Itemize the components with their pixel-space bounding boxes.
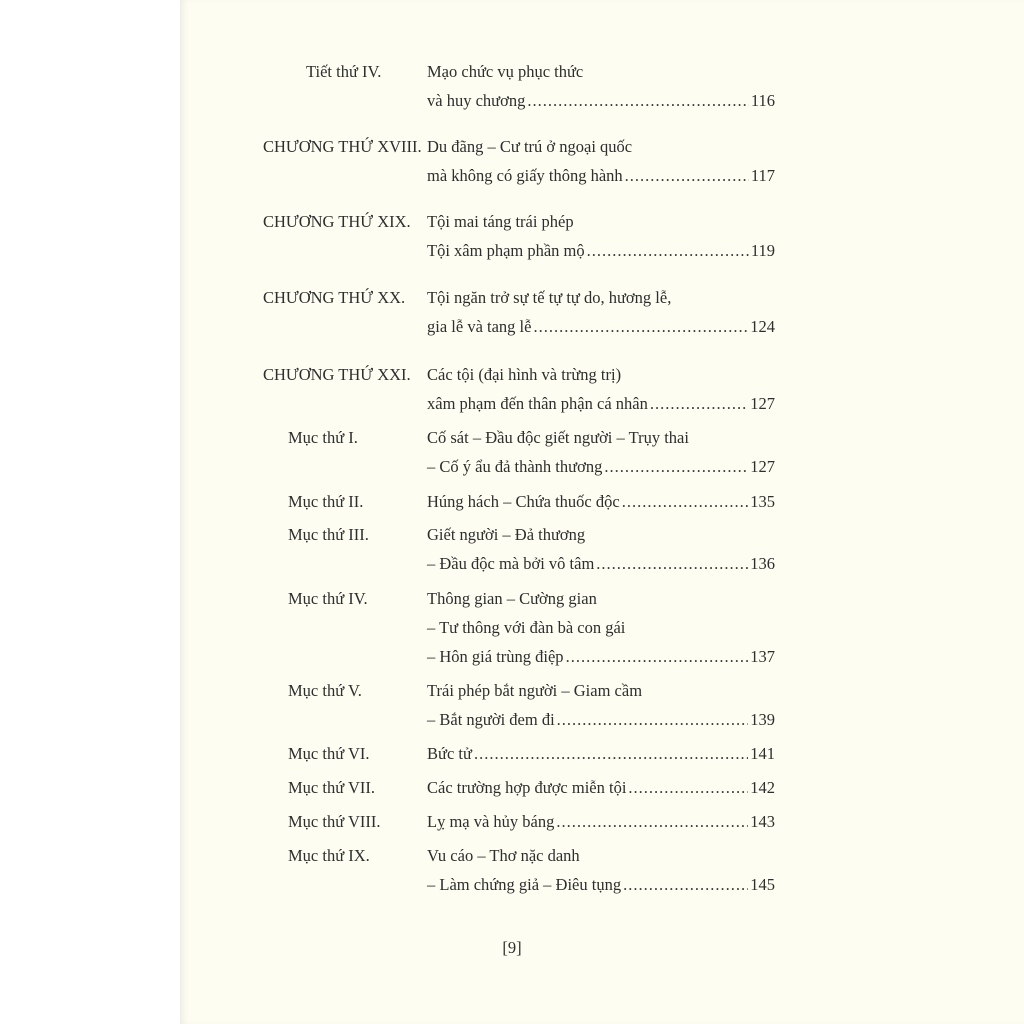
dot-leader: [628, 778, 748, 798]
entry-title-line: [427, 212, 775, 232]
entry-title-text: Mạo chức vụ phục thức: [427, 62, 584, 81]
entry-title-text: Vu cáo – Thơ nặc danh: [427, 846, 580, 865]
entry-page-number: 143: [750, 812, 775, 831]
entry-title-line: [427, 428, 775, 448]
entry-page-number: 117: [750, 166, 775, 185]
entry-label: Tiết thứ IV.: [306, 62, 382, 81]
entry-title-text: Thông gian – Cường gian: [427, 589, 597, 608]
dot-leader: [533, 317, 748, 337]
entry-title-text: Tội xâm phạm phần mộ: [427, 241, 585, 260]
entry-title-text: Lỵ mạ và hủy báng: [427, 812, 555, 831]
dot-leader: [557, 710, 749, 730]
dot-leader: [650, 394, 748, 414]
dot-leader: [566, 647, 749, 667]
entry-title-line: [427, 166, 775, 186]
page-number: [9]: [502, 938, 522, 957]
entry-title-text: xâm phạm đến thân phận cá nhân: [427, 394, 648, 413]
entry-title-line: [427, 778, 775, 798]
entry-title-line: [427, 554, 775, 574]
dot-leader: [556, 812, 748, 832]
entry-title-line: [427, 589, 775, 609]
dot-leader: [625, 166, 749, 186]
entry-label: Mục thứ III.: [288, 525, 369, 544]
entry-title-text: Các tội (đại hình và trừng trị): [427, 365, 622, 384]
entry-title-text: Tội mai táng trái phép: [427, 212, 574, 231]
dot-leader: [622, 492, 749, 512]
entry-title-line: [427, 288, 775, 308]
entry-title-line: [427, 137, 775, 157]
entry-page-number: 127: [750, 394, 775, 413]
entry-label: Mục thứ I.: [288, 428, 358, 447]
entry-title-line: [427, 317, 775, 337]
entry-title-line: [427, 62, 775, 82]
entry-title-text: – Tư thông với đàn bà con gái: [427, 618, 626, 637]
entry-page-number: 116: [750, 91, 775, 110]
entry-title-text: Giết người – Đả thương: [427, 525, 586, 544]
entry-title-text: Trái phép bắt người – Giam cầm: [427, 681, 643, 700]
entry-title-text: Húng hách – Chứa thuốc độc: [427, 492, 620, 511]
dot-leader: [623, 875, 748, 895]
entry-title-line: [427, 492, 775, 512]
entry-title-line: [427, 812, 775, 832]
dot-leader: [604, 457, 748, 477]
entry-title-line: [427, 618, 775, 638]
entry-title-line: [427, 525, 775, 545]
entry-title-text: mà không có giấy thông hành: [427, 166, 623, 185]
entry-page-number: 119: [750, 241, 775, 260]
entry-title-line: [427, 394, 775, 414]
dot-leader: [527, 91, 749, 111]
entry-page-number: 127: [750, 457, 775, 476]
entry-title-text: Du đãng – Cư trú ở ngoại quốc: [427, 137, 633, 156]
entry-title-line: [427, 744, 775, 764]
entry-label: CHƯƠNG THỨ XIX.: [263, 212, 411, 231]
entry-label: Mục thứ VIII.: [288, 812, 381, 831]
entry-page-number: 139: [750, 710, 775, 729]
entry-title-line: [427, 91, 775, 111]
entry-label: CHƯƠNG THỨ XVIII.: [263, 137, 422, 156]
entry-title-line: [427, 241, 775, 261]
entry-page-number: 145: [750, 875, 775, 894]
entry-title-text: Các trường hợp được miễn tội: [427, 778, 627, 797]
entry-title-text: và huy chương: [427, 91, 526, 110]
entry-title-line: [427, 457, 775, 477]
entry-title-line: [427, 846, 775, 866]
entry-page-number: 124: [750, 317, 775, 336]
entry-label: Mục thứ IV.: [288, 589, 368, 608]
entry-label: Mục thứ VII.: [288, 778, 376, 797]
dot-leader: [474, 744, 748, 764]
entry-page-number: 136: [750, 554, 775, 573]
entry-title-text: Cố sát – Đầu độc giết người – Trụy thai: [427, 428, 689, 447]
entry-title-text: – Bắt người đem đi: [427, 710, 555, 729]
entry-page-number: 135: [750, 492, 775, 511]
entry-title-text: – Cố ý ẩu đả thành thương: [427, 457, 603, 476]
entry-label: Mục thứ V.: [288, 681, 362, 700]
entry-title-text: Bức tử: [427, 744, 472, 763]
entry-title-text: Tội ngăn trở sự tế tự tự do, hương lễ,: [427, 288, 672, 307]
entry-page-number: 137: [750, 647, 775, 666]
entry-title-line: [427, 681, 775, 701]
entry-label: Mục thứ VI.: [288, 744, 370, 763]
entry-label: Mục thứ IX.: [288, 846, 370, 865]
entry-title-text: – Làm chứng giả – Điêu tụng: [427, 875, 622, 894]
entry-title-text: – Đầu độc mà bởi vô tâm: [427, 554, 595, 573]
entry-title-line: [427, 875, 775, 895]
entry-title-line: [427, 710, 775, 730]
entry-title-line: [427, 647, 775, 667]
dot-leader: [596, 554, 748, 574]
entry-title-text: gia lễ và tang lễ: [427, 317, 532, 336]
entry-label: CHƯƠNG THỨ XXI.: [263, 365, 411, 384]
entry-page-number: 142: [750, 778, 775, 797]
entry-page-number: 141: [750, 744, 775, 763]
dot-leader: [587, 241, 749, 261]
entry-title-line: [427, 365, 775, 385]
entry-label: CHƯƠNG THỨ XX.: [263, 288, 406, 307]
entry-title-text: – Hôn giá trùng điệp: [427, 647, 564, 666]
entry-label: Mục thứ II.: [288, 492, 364, 511]
